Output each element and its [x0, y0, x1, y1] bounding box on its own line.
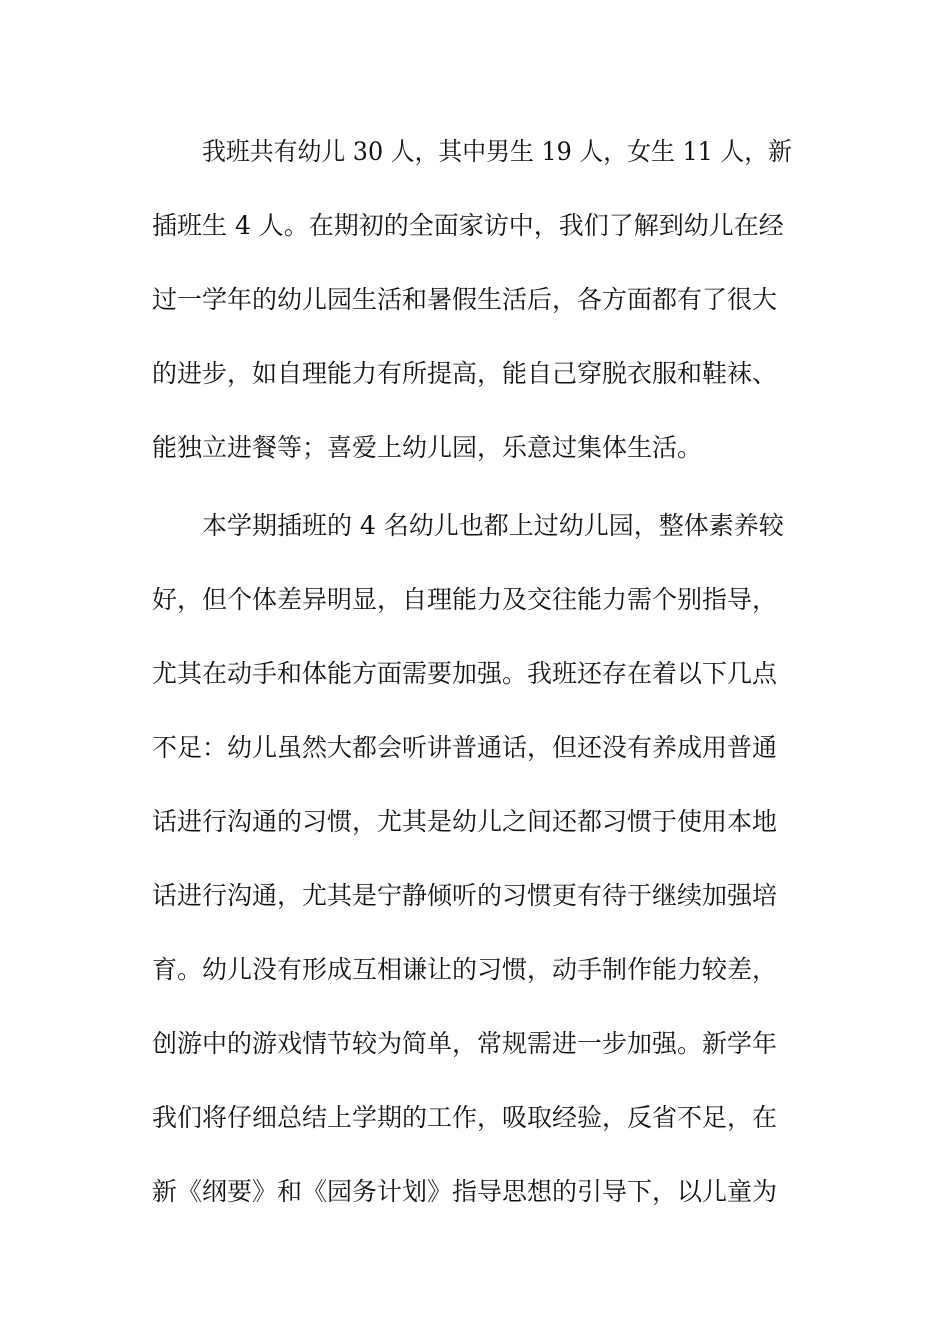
text-line	[0, 728, 950, 768]
line-text: 话进行沟通，尤其是宁静倾听的习惯更有待于继续加强培	[152, 881, 778, 910]
line-text: 能独立进餐等；喜爱上幼儿园，乐意过集体生活。	[152, 433, 703, 462]
line-text: 话进行沟通的习惯，尤其是幼儿之间还都习惯于使用本地	[152, 807, 778, 836]
text-line	[0, 206, 950, 246]
line-text: 不足：幼儿虽然大都会听讲普通话，但还没有养成用普通	[152, 733, 778, 762]
text-line	[0, 580, 950, 620]
line-text: 创游中的游戏情节较为简单，常规需进一步加强。新学年	[152, 1029, 778, 1058]
line-text: 过一学年的幼儿园生活和暑假生活后，各方面都有了很大	[152, 285, 778, 314]
line-text: 我们将仔细总结上学期的工作，吸取经验，反省不足，在	[152, 1103, 778, 1132]
text-line	[0, 950, 950, 990]
text-line	[0, 280, 950, 320]
line-text: 好，但个体差异明显，自理能力及交往能力需个别指导，	[152, 585, 778, 614]
text-line	[0, 428, 950, 468]
line-text: 本学期插班的 4 名幼儿也都上过幼儿园，整体素养较	[202, 511, 784, 540]
line-text: 尤其在动手和体能方面需要加强。我班还存在着以下几点	[152, 659, 778, 688]
line-text: 育。幼儿没有形成互相谦让的习惯，动手制作能力较差，	[152, 955, 778, 984]
text-line	[0, 1172, 950, 1212]
text-line	[0, 354, 950, 394]
text-line	[0, 876, 950, 916]
line-text: 新《纲要》和《园务计划》指导思想的引导下，以儿童为	[152, 1177, 778, 1206]
line-text: 我班共有幼儿 30 人，其中男生 19 人，女生 11 人，新	[202, 137, 793, 166]
text-line	[0, 1098, 950, 1138]
text-line	[0, 506, 950, 546]
line-text: 插班生 4 人。在期初的全面家访中，我们了解到幼儿在经	[152, 211, 784, 240]
text-line	[0, 132, 950, 172]
line-text: 的进步，如自理能力有所提高，能自己穿脱衣服和鞋袜、	[152, 359, 778, 388]
text-line	[0, 654, 950, 694]
text-line	[0, 1024, 950, 1064]
text-line	[0, 802, 950, 842]
